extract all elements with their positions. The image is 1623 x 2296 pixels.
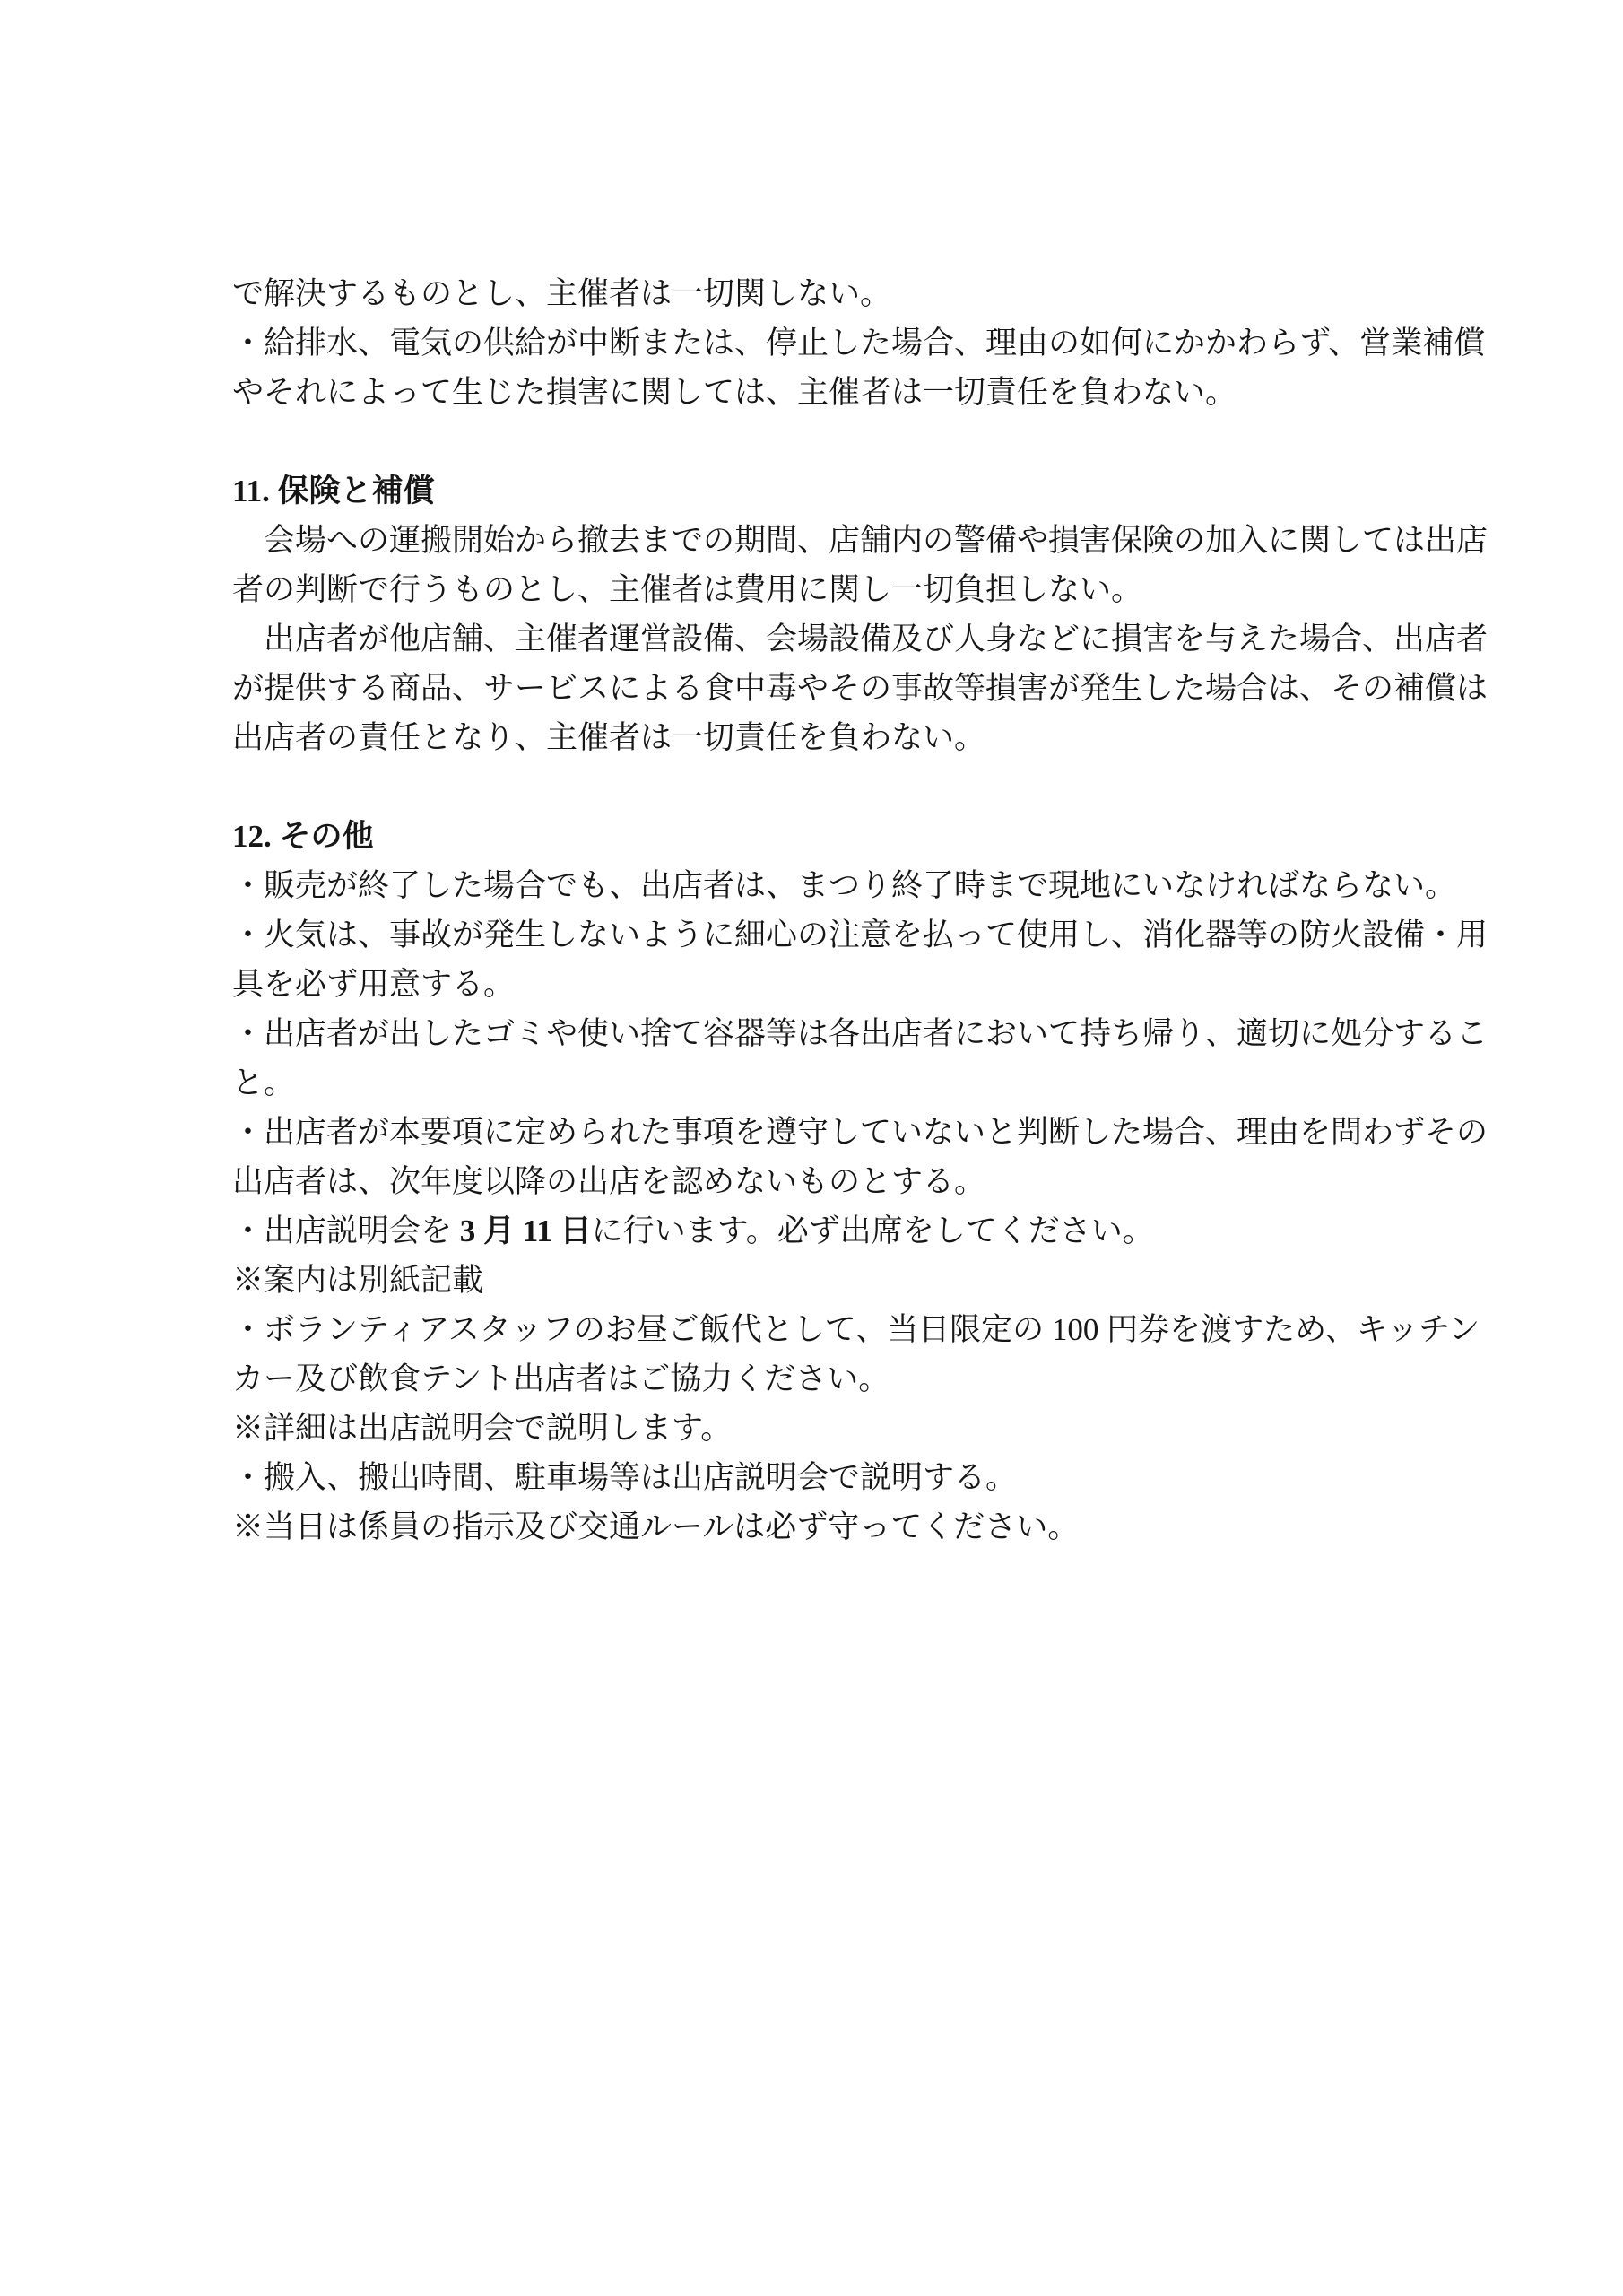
section-12-item-line: ・火気は、事故が発生しないように細心の注意を払って使用し、消化器等の防火設備・用 xyxy=(232,918,1488,952)
intro-line-1: で解決するものとし、主催者は一切関しない。 xyxy=(232,276,892,311)
spacer xyxy=(232,417,1488,466)
section-12-item-line: ・出店者が出したゴミや使い捨て容器等は各出店者において持ち帰り、適切に処分するこ xyxy=(232,1016,1488,1051)
section-11-body-line: 出店者が他店舗、主催者運営設備、会場設備及び人身などに損害を与えた場合、出店者 xyxy=(232,622,1488,657)
spacer xyxy=(232,762,1488,812)
section-12-item-line: カー及び飲食テント出店者はご協力ください。 xyxy=(232,1361,890,1396)
section-11-heading: 11. 保険と補償 xyxy=(232,474,435,509)
section-11-body-line: 会場への運搬開始から撤去までの期間、店舗内の警備や損害保険の加入に関しては出店 xyxy=(232,523,1488,558)
section-12-heading: 12. その他 xyxy=(232,819,374,854)
section-11-body-line: 出店者の責任となり、主催者は一切責任を負わない。 xyxy=(232,720,986,755)
section-12-note-line: ※当日は係員の指示及び交通ルールは必ず守ってください。 xyxy=(232,1509,1080,1544)
section-11-body-line: が提供する商品、サービスによる食中毒やその事故等損害が発生した場合は、その補償は xyxy=(232,671,1488,706)
section-12-item-line-meeting xyxy=(232,1206,1488,1256)
section-11-body-line: 者の判断で行うものとし、主催者は費用に関し一切負担しない。 xyxy=(232,572,1143,607)
section-12-item-line: ・出店者が本要項に定められた事項を遵守していないと判断した場合、理由を問わずその xyxy=(232,1115,1488,1150)
section-12-item-line: 出店者は、次年度以降の出店を認めないものとする。 xyxy=(232,1164,986,1199)
meeting-line-suffix: に行います。必ず出席をしてください。 xyxy=(591,1213,1154,1248)
section-12-item-line: ・販売が終了した場合でも、出店者は、まつり終了時まで現地にいなければならない。 xyxy=(232,868,1457,903)
section-12-item-line: ・ボランティアスタッフのお昼ご飯代として、当日限定の 100 円券を渡すため、キッチン xyxy=(232,1312,1480,1347)
document-text-block xyxy=(232,269,1488,1552)
intro-line-3: やそれによって生じた損害に関しては、主催者は一切責任を負わない。 xyxy=(232,375,1237,410)
meeting-line-prefix: ・出店説明会を xyxy=(232,1213,453,1248)
section-12-item-line: 具を必ず用意する。 xyxy=(232,967,516,1002)
section-12-note-line: ※案内は別紙記載 xyxy=(232,1263,484,1298)
section-12-item-line: ・搬入、搬出時間、駐車場等は出店説明会で説明する。 xyxy=(232,1460,1018,1495)
section-12-note-line: ※詳細は出店説明会で説明します。 xyxy=(232,1411,733,1446)
meeting-date-bold: 3 月 11 日 xyxy=(452,1213,592,1248)
intro-line-2: ・給排水、電気の供給が中断または、停止した場合、理由の如何にかかわらず、営業補償 xyxy=(232,326,1486,361)
section-12-item-line: と。 xyxy=(232,1065,296,1100)
